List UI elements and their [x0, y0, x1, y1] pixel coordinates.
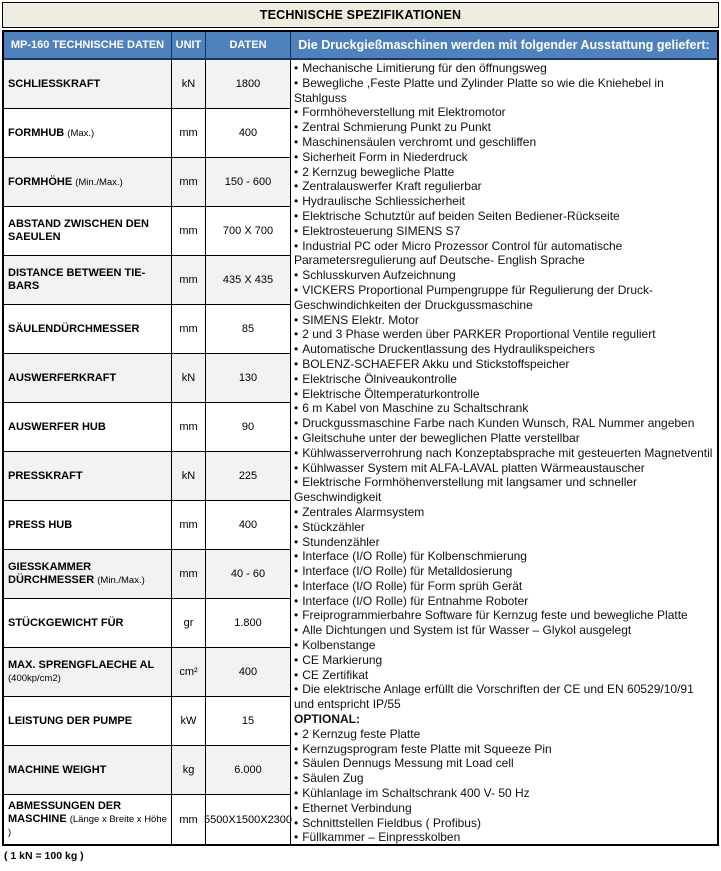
list-item-text: 6 m Kabel von Maschine zu Schaltschrank — [302, 401, 529, 416]
list-item — [294, 268, 714, 283]
spec-label: LEISTUNG DER PUMPE — [8, 714, 133, 727]
spec-unit: kN — [172, 452, 206, 501]
bullet-icon: • — [294, 342, 299, 357]
spec-unit: mm — [172, 158, 206, 207]
bullet-icon: • — [294, 194, 299, 209]
bullet-icon: • — [294, 164, 299, 179]
bullet-icon: • — [294, 504, 299, 519]
bullet-icon: • — [294, 638, 299, 653]
bullet-icon: • — [294, 401, 299, 416]
bullet-icon: • — [294, 741, 299, 756]
list-item-text: Gleitschuhe unter der beweglichen Platte verstellbar — [302, 430, 580, 445]
list-item — [294, 105, 714, 120]
list-item — [294, 431, 714, 446]
spec-value: 400 — [206, 109, 291, 158]
list-item-text: Säulen Dennugs Messung mit Load cell — [302, 756, 514, 771]
table-row — [4, 795, 291, 844]
spec-label-cell — [4, 403, 172, 452]
bullet-icon: • — [294, 105, 299, 120]
spec-header-row — [4, 32, 291, 60]
list-item — [294, 520, 714, 535]
list-item — [294, 239, 714, 269]
bullet-icon: • — [294, 726, 299, 741]
list-item-text: Zentrales Alarmsystem — [302, 504, 425, 519]
spec-label: MAX. SPRENGFLAECHE AL — [8, 659, 155, 671]
spec-label: GIESSKAMMER DÜRCHMESSER — [8, 561, 95, 586]
list-item-text: CE Markierung — [302, 652, 383, 667]
bullet-icon: • — [294, 238, 299, 253]
bullet-icon: • — [294, 61, 299, 75]
bullet-icon: • — [294, 282, 299, 297]
table-row — [4, 256, 291, 305]
list-item-text: Kühlwasser System mit ALFA-LAVAL platten Wärmeaustauscher — [302, 460, 645, 475]
list-item — [294, 372, 714, 387]
spec-label: MACHINE WEIGHT — [8, 763, 107, 776]
bullet-icon: • — [294, 578, 299, 593]
equipment-header — [291, 32, 717, 60]
spec-table — [4, 32, 291, 844]
spec-label-note: (Max.) — [67, 127, 95, 139]
bullet-icon: • — [294, 830, 299, 844]
spec-value: 225 — [206, 452, 291, 501]
spec-unit: cm² — [172, 648, 206, 697]
list-item-text: Bewegliche ,Feste Platte und Zylinder Platte so wie die Kniehebel in Stahlguss — [294, 75, 664, 105]
table-row — [4, 452, 291, 501]
table-row — [4, 501, 291, 550]
spec-value: 400 — [206, 648, 291, 697]
list-item — [294, 579, 714, 594]
list-item-text: Druckgussmaschine Farbe nach Kunden Wunsch, RAL Nummer angeben — [302, 416, 695, 431]
bullet-icon: • — [294, 682, 299, 697]
list-item-text: Sicherheit Form in Niederdruck — [302, 149, 468, 164]
list-item-text: 2 Kernzug feste Platte — [302, 726, 421, 741]
list-item — [294, 830, 714, 844]
list-item-text: Zentral Schmierung Punkt zu Punkt — [302, 120, 491, 135]
spec-value: 1.800 — [206, 599, 291, 648]
spec-unit: mm — [172, 256, 206, 305]
list-item-text: Interface (I/O Rolle) für Metalldosierung — [302, 564, 513, 579]
list-item-text: Maschinensäulen verchromt und geschliffen — [302, 134, 537, 149]
bullet-icon: • — [294, 149, 299, 164]
list-item — [294, 150, 714, 165]
list-item-text: Interface (I/O Rolle) für Kolbenschmierung — [302, 549, 527, 564]
table-row — [4, 648, 291, 697]
bullet-icon: • — [294, 208, 299, 223]
list-item-text: VICKERS Proportional Pumpengruppe für Regulierung der Druck-Geschwindichkeiten der Druckgussmaschine — [294, 282, 654, 312]
list-item — [294, 446, 714, 461]
list-item — [294, 682, 714, 712]
list-item — [294, 742, 714, 757]
spec-label-cell — [4, 746, 172, 795]
bullet-icon: • — [294, 800, 299, 815]
table-row — [4, 158, 291, 207]
list-item — [294, 283, 714, 313]
spec-label-cell — [4, 452, 172, 501]
spec-unit: mm — [172, 109, 206, 158]
spec-label-cell — [4, 207, 172, 256]
bullet-icon: • — [294, 268, 299, 283]
main-table — [2, 30, 719, 846]
list-item — [294, 608, 714, 623]
spec-unit: mm — [172, 795, 206, 844]
list-item-text: OPTIONAL: — [294, 712, 360, 727]
spec-label-cell — [4, 550, 172, 599]
spec-value: 85 — [206, 305, 291, 354]
list-item-text: Säulen Zug — [302, 771, 364, 786]
list-item — [294, 461, 714, 476]
spec-unit: mm — [172, 403, 206, 452]
spec-unit: kN — [172, 354, 206, 403]
bullet-icon: • — [294, 356, 299, 371]
list-item-text: Automatische Druckentlassung des Hydraulikspeichers — [302, 342, 596, 357]
bullet-icon: • — [294, 430, 299, 445]
list-item-text: Freiprogrammierbahre Software für Kernzug feste und bewegliche Platte — [302, 608, 688, 623]
list-item-text: 2 Kernzug bewegliche Platte — [302, 164, 455, 179]
spec-value: 1800 — [206, 60, 291, 109]
list-item — [294, 668, 714, 683]
spec-label-cell — [4, 648, 172, 697]
list-item-text: Interface (I/O Rolle) für Entnahme Roboter — [302, 593, 529, 608]
bullet-icon: • — [294, 475, 299, 490]
list-item-text: Kernzugsprogram feste Platte mit Squeeze Pin — [302, 741, 552, 756]
spec-label-cell — [4, 256, 172, 305]
bullet-icon: • — [294, 608, 299, 623]
list-item — [294, 387, 714, 402]
bullet-icon: • — [294, 460, 299, 475]
list-item-text: Interface (I/O Rolle) für Form sprüh Gerät — [302, 578, 523, 593]
list-item — [294, 638, 714, 653]
spec-unit: mm — [172, 207, 206, 256]
list-item — [294, 313, 714, 328]
list-item — [294, 505, 714, 520]
spec-label: FORMHUB — [8, 126, 65, 139]
bullet-icon: • — [294, 534, 299, 549]
spec-value: 150 - 600 — [206, 158, 291, 207]
list-item — [294, 653, 714, 668]
spec-label-cell — [4, 109, 172, 158]
list-item-text: Schnittstellen Fieldbus ( Profibus) — [302, 815, 481, 830]
list-item-text: Elektrische Formhöhenverstellung mit langsamer und schneller Geschwindigkeit — [294, 475, 638, 505]
list-item-text: SIMENS Elektr. Motor — [302, 312, 419, 327]
list-item — [294, 76, 714, 106]
list-item-text: Elektrosteuerung SIMENS S7 — [302, 223, 461, 238]
spec-label-note: (Min./Max.) — [97, 575, 145, 586]
spec-value: 15 — [206, 697, 291, 746]
spec-label: STÜCKGEWICHT FÜR — [8, 616, 124, 629]
list-item-text: Kühlanlage im Schaltschrank 400 V- 50 Hz — [302, 786, 530, 801]
spec-value: 700 X 700 — [206, 207, 291, 256]
spec-unit: mm — [172, 305, 206, 354]
spec-label: AUSWERFER HUB — [8, 420, 106, 433]
spec-label-note: (Länge x Breite x Höhe ) — [8, 814, 167, 838]
table-row — [4, 60, 291, 109]
bullet-icon: • — [294, 564, 299, 579]
list-item — [294, 756, 714, 771]
bullet-icon: • — [294, 416, 299, 431]
bullet-icon: • — [294, 756, 299, 771]
footnote: ( 1 kN = 100 kg ) — [4, 850, 84, 862]
list-item-text: Füllkammer – Einpresskolben — [302, 830, 461, 844]
spec-label-cell — [4, 354, 172, 403]
spec-label: PRESS HUB — [8, 518, 73, 531]
bullet-icon: • — [294, 786, 299, 801]
spec-unit: mm — [172, 550, 206, 599]
spec-label-cell — [4, 697, 172, 746]
bullet-icon: • — [294, 327, 299, 342]
spec-value: 435 X 435 — [206, 256, 291, 305]
spec-header-name: MP-160 TECHNISCHE DATEN — [4, 32, 172, 60]
list-item — [294, 61, 714, 76]
spec-rows — [4, 60, 291, 844]
spec-label-cell — [4, 501, 172, 550]
list-item — [294, 816, 714, 831]
list-item — [294, 786, 714, 801]
list-item — [294, 209, 714, 224]
spec-label: ABMESSUNGEN DER MASCHINE — [8, 800, 122, 825]
spec-label-cell — [4, 305, 172, 354]
list-item — [294, 549, 714, 564]
spec-unit: kN — [172, 60, 206, 109]
bullet-icon: • — [294, 120, 299, 135]
bullet-icon: • — [294, 623, 299, 638]
list-item — [294, 416, 714, 431]
table-row — [4, 207, 291, 256]
bullet-icon: • — [294, 134, 299, 149]
list-item — [294, 623, 714, 638]
list-item-text: Hydraulische Schliessicherheit — [302, 194, 465, 209]
list-item — [294, 357, 714, 372]
bullet-icon: • — [294, 815, 299, 830]
bullet-icon: • — [294, 179, 299, 194]
list-item-text: Elektrische Ölniveaukontrolle — [302, 371, 457, 386]
spec-unit: kg — [172, 746, 206, 795]
list-item — [294, 224, 714, 239]
table-row — [4, 109, 291, 158]
list-item — [294, 401, 714, 416]
list-item — [294, 327, 714, 342]
spec-label: SCHLIESSKRAFT — [8, 77, 101, 90]
list-item — [294, 727, 714, 742]
spec-label: DISTANCE BETWEEN TIE-BARS — [8, 267, 146, 292]
list-item — [294, 475, 714, 505]
list-item — [294, 712, 714, 727]
spec-label: PRESSKRAFT — [8, 469, 83, 482]
equipment-column — [291, 32, 717, 844]
list-item-text: Zentralauswerfer Kraft regulierbar — [302, 179, 482, 194]
list-item — [294, 120, 714, 135]
spec-header-daten: DATEN — [206, 32, 291, 60]
spec-unit: gr — [172, 599, 206, 648]
list-item — [294, 564, 714, 579]
list-item-text: Elektrische Öltemperaturkontrolle — [302, 386, 480, 401]
bullet-icon: • — [294, 386, 299, 401]
bullet-icon: • — [294, 312, 299, 327]
spec-label-cell — [4, 60, 172, 109]
spec-value: 400 — [206, 501, 291, 550]
page-title: TECHNISCHE SPEZIFIKATIONEN — [259, 8, 462, 22]
table-row — [4, 697, 291, 746]
spec-value: 90 — [206, 403, 291, 452]
equipment-header-text: Die Druckgießmaschinen werden mit folgender Ausstattung geliefert: — [298, 38, 710, 52]
list-item — [294, 771, 714, 786]
spec-value: 5500X1500X2300 — [206, 795, 291, 844]
list-item — [294, 342, 714, 357]
bullet-icon: • — [294, 371, 299, 386]
list-item-text: BOLENZ-SCHAEFER Akku und Stickstoffspeicher — [302, 356, 570, 371]
table-row — [4, 550, 291, 599]
spec-label-cell — [4, 599, 172, 648]
table-row — [4, 599, 291, 648]
spec-label: FORMHÖHE — [8, 175, 73, 188]
table-row — [4, 305, 291, 354]
list-item — [294, 165, 714, 180]
list-item — [294, 801, 714, 816]
list-item-text: Schlusskurven Aufzeichnung — [302, 268, 456, 283]
list-item-text: Industrial PC oder Micro Prozessor Control für automatische Parametersregulierung auf Deutsche- English Sprache — [294, 238, 623, 268]
table-row — [4, 403, 291, 452]
list-item — [294, 535, 714, 550]
list-item-text: Mechanische Limitierung für den öffnungsweg — [302, 61, 547, 75]
spec-label: SÄULENDÜRCHMESSER — [8, 322, 140, 335]
table-row — [4, 746, 291, 795]
spec-label-note: (400kp/cm2) — [8, 673, 61, 684]
list-item-text: Formhöheverstellung mit Elektromotor — [302, 105, 506, 120]
spec-header-unit: UNIT — [172, 32, 206, 60]
list-item — [294, 194, 714, 209]
bullet-icon: • — [294, 445, 299, 460]
list-item — [294, 179, 714, 194]
bullet-icon: • — [294, 519, 299, 534]
bullet-icon: • — [294, 593, 299, 608]
spec-value: 40 - 60 — [206, 550, 291, 599]
list-item-text: 2 und 3 Phase werden über PARKER Proportional Ventile reguliert — [302, 327, 656, 342]
spec-value: 130 — [206, 354, 291, 403]
list-item — [294, 135, 714, 150]
title-band — [2, 2, 719, 28]
list-item-text: Stundenzähler — [302, 534, 380, 549]
bullet-icon: • — [294, 223, 299, 238]
list-item-text: Die elektrische Anlage erfüllt die Vorschriften der CE und EN 60529/10/91 und entspricht IP/55 — [294, 682, 694, 712]
list-item-text: Kolbenstange — [302, 638, 376, 653]
list-item-text: Alle Dichtungen und System ist für Wasser – Glykol ausgelegt — [302, 623, 632, 638]
list-item-text: CE Zertifikat — [302, 667, 369, 682]
table-row — [4, 354, 291, 403]
spec-unit: kW — [172, 697, 206, 746]
bullet-icon: • — [294, 549, 299, 564]
bullet-icon: • — [294, 771, 299, 786]
equipment-list — [291, 60, 717, 844]
bullet-icon: • — [294, 652, 299, 667]
list-item-text: Elektrische Schutztür auf beiden Seiten Bediener-Rückseite — [302, 208, 620, 223]
bullet-icon: • — [294, 75, 299, 90]
list-item — [294, 594, 714, 609]
spec-label: ABSTAND ZWISCHEN DEN SAEULEN — [8, 218, 149, 243]
spec-label-note: (Min./Max.) — [75, 176, 123, 188]
spec-label: AUSWERFERKRAFT — [8, 371, 117, 384]
spec-value: 6.000 — [206, 746, 291, 795]
list-item-text: Kühlwasserverrohrung nach Konzeptabsprache mit gesteuerten Magnetventil — [302, 445, 713, 460]
bullet-icon: • — [294, 667, 299, 682]
list-item-text: Stückzähler — [302, 519, 365, 534]
spec-label-cell — [4, 795, 172, 844]
spec-label-cell — [4, 158, 172, 207]
list-item-text: Ethernet Verbindung — [302, 800, 412, 815]
spec-unit: mm — [172, 501, 206, 550]
